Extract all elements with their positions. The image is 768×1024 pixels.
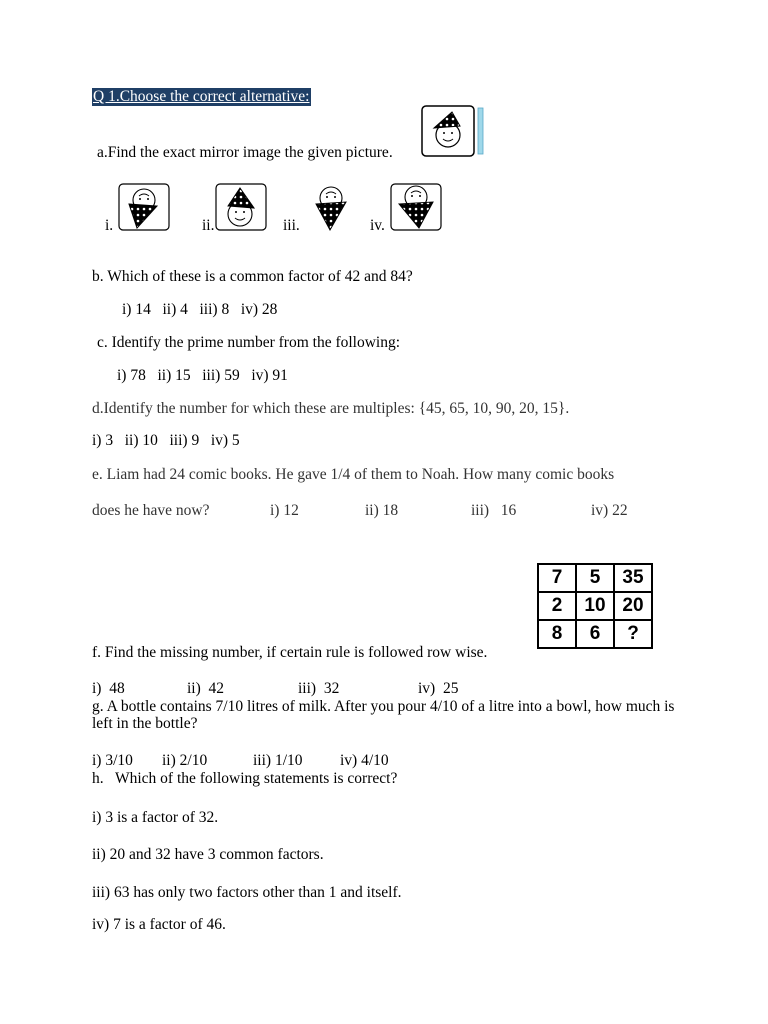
grid-cell: 10 [576,592,614,620]
question-g-option-2: ii) 2/10 [162,752,208,769]
question-b-text: b. Which of these is a common factor of 42 and 84? [92,268,413,285]
grid-row [538,620,652,648]
question-g-option-3: iii) 1/10 [253,752,303,769]
question-g-option-1: i) 3/10 [92,752,133,769]
question-h-option-4: iv) 7 is a factor of 46. [92,916,226,933]
option-a-i-label: i. [105,217,114,234]
question-d-text: d.Identify the number for which these are multiples: {45, 65, 10, 90, 20, 15}. [92,400,570,417]
question-f-option-3: iii) 32 [298,680,340,697]
question-b-options: i) 14 ii) 4 iii) 8 iv) 28 [122,301,278,318]
question-h-option-3: iii) 63 has only two factors other than 1 and itself. [92,884,402,901]
question-e-option-3: iii) 16 [471,502,517,519]
option-a-iii-picture [304,182,358,232]
grid-cell: 20 [614,592,652,620]
question-d-options: i) 3 ii) 10 iii) 9 iv) 5 [92,432,240,449]
grid-row [538,592,652,620]
question-a-text: a.Find the exact mirror image the given picture. [97,144,393,161]
question-g-text: g. A bottle contains 7/10 litres of milk. After you pour 4/10 of a litre into a bowl, how much is left in the bottle? [92,698,675,732]
grid-cell: 35 [614,564,652,592]
question-f-option-4: iv) 25 [418,680,459,697]
question-c-text: c. Identify the prime number from the following: [97,334,401,351]
grid-cell: 5 [576,564,614,592]
number-grid [537,563,653,649]
option-a-iv-label: iv. [370,217,385,234]
option-a-i-picture [117,182,171,232]
question-f-option-1: i) 48 [92,680,125,697]
question-e-line1: e. Liam had 24 comic books. He gave 1/4 of them to Noah. How many comic books [92,466,615,483]
question-f-text: f. Find the missing number, if certain rule is followed row wise. [92,644,488,661]
question-e-option-2: ii) 18 [365,502,399,519]
question-g-option-4: iv) 4/10 [340,752,389,769]
option-a-iii-label: iii. [283,217,300,234]
grid-cell: 2 [538,592,576,620]
option-a-iv-picture [389,182,443,232]
question-h-option-1: i) 3 is a factor of 32. [92,809,219,826]
question-e-line2: does he have now? [92,502,210,519]
option-a-ii-label: ii. [202,217,215,234]
grid-cell: 8 [538,620,576,648]
grid-cell: 7 [538,564,576,592]
option-a-ii-picture [214,182,268,232]
question-c-options: i) 78 ii) 15 iii) 59 iv) 91 [117,367,288,384]
question-heading: Q 1.Choose the correct alternative: [93,88,310,105]
question-h-option-2: ii) 20 and 32 have 3 common factors. [92,846,324,863]
grid-cell: ? [614,620,652,648]
question-f-option-2: ii) 42 [187,680,225,697]
grid-cell: 6 [576,620,614,648]
grid-row [538,564,652,592]
original-clown-picture [420,104,488,160]
question-e-option-4: iv) 22 [591,502,628,519]
question-e-option-1: i) 12 [270,502,299,519]
question-h-text: h. Which of the following statements is correct? [92,770,398,787]
